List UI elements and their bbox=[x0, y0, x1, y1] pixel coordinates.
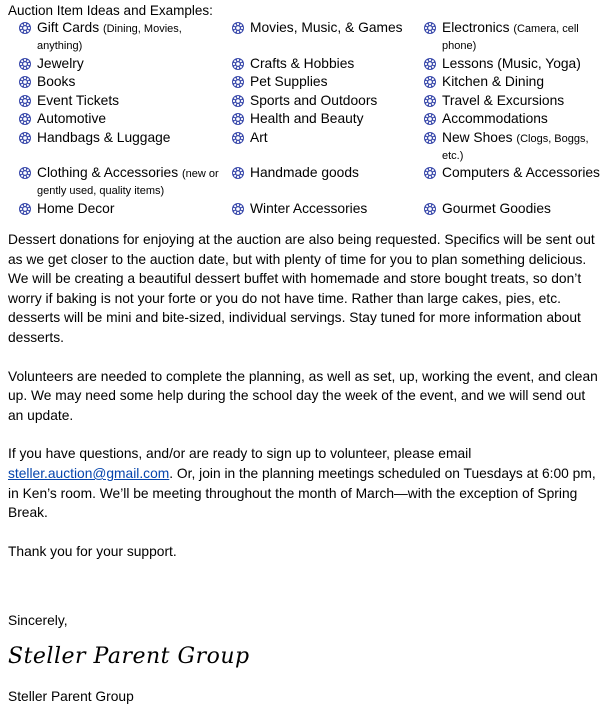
auction-item-label: Handmade goods bbox=[250, 165, 359, 180]
dessert-paragraph: Dessert donations for enjoying at the auction are also being requested. Specifics will be sent out as we get closer to the auction date, but with plenty of time for you to plan something delicious. We will be creating a beautiful dessert buffet with homemade and store bought treats, so don’t worry if baking is not your forte or you do not have time. Rather than large cakes, pies, etc. desserts will be mini and bite-sized, individual servings. Stay tuned for more information about desserts. bbox=[8, 232, 595, 345]
auction-item bbox=[221, 200, 413, 217]
auction-item bbox=[221, 92, 413, 109]
flower-bullet-icon bbox=[18, 166, 32, 180]
auction-item bbox=[8, 164, 221, 198]
auction-item-text bbox=[442, 92, 564, 109]
auction-item-text bbox=[250, 55, 354, 72]
volunteer-paragraph: Volunteers are needed to complete the planning, as well as set, up, working the event, and clean up. We may need some help during the school day the week of the event, and we will send out an update. bbox=[8, 368, 598, 423]
auction-item bbox=[8, 55, 221, 72]
handwritten-signature: Steller Parent Group bbox=[8, 643, 250, 669]
questions-paragraph bbox=[8, 444, 602, 522]
auction-item bbox=[413, 200, 602, 217]
auction-item bbox=[8, 73, 221, 90]
questions-text-before: If you have questions, and/or are ready to sign up to volunteer, please email bbox=[8, 446, 472, 462]
flower-bullet-icon bbox=[231, 75, 245, 89]
auction-item-text bbox=[37, 19, 221, 53]
flower-bullet-icon bbox=[231, 21, 245, 35]
auction-item bbox=[8, 129, 221, 163]
thanks-paragraph: Thank you for your support. bbox=[8, 543, 177, 559]
thanks-section bbox=[8, 542, 602, 562]
auction-item-text bbox=[250, 164, 359, 181]
document-page bbox=[8, 0, 602, 707]
flower-bullet-icon bbox=[18, 75, 32, 89]
auction-item-note: (new or gently used, quality items) bbox=[37, 168, 219, 197]
auction-heading: Auction Item Ideas and Examples: bbox=[8, 3, 213, 18]
flower-bullet-icon bbox=[18, 131, 32, 145]
auction-item bbox=[221, 129, 413, 163]
auction-item-text bbox=[37, 73, 75, 90]
auction-item-label: Winter Accessories bbox=[250, 200, 368, 216]
dessert-section bbox=[8, 230, 602, 348]
closing-section bbox=[8, 611, 602, 631]
auction-item-text bbox=[250, 129, 268, 146]
auction-item bbox=[221, 73, 413, 90]
flower-bullet-icon bbox=[423, 112, 437, 126]
flower-bullet-icon bbox=[18, 94, 32, 108]
auction-item bbox=[221, 110, 413, 127]
auction-item-label: Lessons (Music, Yoga) bbox=[442, 55, 581, 71]
auction-item-label: Automotive bbox=[37, 111, 107, 126]
auction-item-label: Event Tickets bbox=[37, 92, 120, 108]
flower-bullet-icon bbox=[423, 75, 437, 89]
auction-item-label: Movies, Music, & Games bbox=[250, 20, 403, 35]
auction-item bbox=[413, 73, 602, 90]
flower-bullet-icon bbox=[231, 166, 245, 180]
auction-item-label: Travel & Excursions bbox=[442, 92, 565, 108]
auction-item-grid bbox=[8, 19, 602, 218]
auction-item-label: Kitchen & Dining bbox=[442, 74, 545, 89]
auction-item-text bbox=[250, 110, 364, 127]
flower-bullet-icon bbox=[18, 57, 32, 71]
auction-item bbox=[413, 19, 602, 53]
auction-item bbox=[8, 92, 221, 109]
questions-section bbox=[8, 444, 602, 522]
signer-name: Steller Parent Group bbox=[8, 688, 134, 704]
auction-item bbox=[8, 110, 221, 127]
auction-item-text bbox=[250, 200, 367, 217]
auction-item-text bbox=[442, 73, 544, 90]
auction-item-text bbox=[37, 129, 170, 146]
auction-item-text bbox=[442, 19, 602, 53]
auction-item-text bbox=[250, 73, 327, 90]
flower-bullet-icon bbox=[423, 21, 437, 35]
auction-item bbox=[413, 129, 602, 163]
auction-item-text bbox=[37, 164, 221, 198]
auction-item bbox=[413, 164, 602, 198]
auction-item-text bbox=[37, 55, 84, 72]
auction-item bbox=[413, 92, 602, 109]
auction-item-label: Art bbox=[250, 129, 268, 145]
flower-bullet-icon bbox=[231, 112, 245, 126]
auction-item-label: Home Decor bbox=[37, 200, 115, 216]
auction-item-label: Health and Beauty bbox=[250, 111, 364, 126]
auction-item-label: Crafts & Hobbies bbox=[250, 55, 355, 71]
auction-item bbox=[413, 55, 602, 72]
auction-item bbox=[413, 110, 602, 127]
auction-item-label: Accommodations bbox=[442, 111, 548, 126]
auction-item-label: Books bbox=[37, 74, 76, 89]
email-link[interactable]: steller.auction@gmail.com bbox=[8, 465, 170, 481]
auction-item-label: Computers & Accessories bbox=[442, 165, 600, 180]
auction-item-text bbox=[442, 110, 548, 127]
auction-item-text bbox=[442, 200, 551, 217]
auction-item-label: New Shoes bbox=[442, 129, 513, 145]
auction-item-note: (Dining, Movies, anything) bbox=[37, 23, 182, 52]
auction-item-text bbox=[442, 129, 602, 163]
questions-text-after: . Or, join in the planning meetings scheduled on Tuesdays at 6:00 pm, in Ken’s room. We’ll be meeting throughout the month of March—with the exception of Spring Break. bbox=[8, 465, 596, 521]
auction-item-text bbox=[442, 164, 600, 181]
auction-item-label: Handbags & Luggage bbox=[37, 129, 171, 145]
flower-bullet-icon bbox=[18, 21, 32, 35]
auction-item-label: Gift Cards bbox=[37, 20, 100, 35]
auction-item-text bbox=[37, 110, 106, 127]
auction-item-label: Sports and Outdoors bbox=[250, 92, 378, 108]
flower-bullet-icon bbox=[423, 131, 437, 145]
auction-item bbox=[221, 19, 413, 53]
auction-item-label: Electronics bbox=[442, 20, 510, 35]
auction-item-text bbox=[37, 200, 114, 217]
volunteer-section bbox=[8, 367, 602, 426]
flower-bullet-icon bbox=[231, 94, 245, 108]
flower-bullet-icon bbox=[18, 112, 32, 126]
auction-item-note: (Camera, cell phone) bbox=[442, 23, 579, 52]
closing-text: Sincerely, bbox=[8, 613, 68, 629]
flower-bullet-icon bbox=[423, 94, 437, 108]
signature-section bbox=[8, 644, 602, 670]
auction-item-text bbox=[442, 55, 581, 72]
auction-item-note: (Clogs, Boggs, etc.) bbox=[442, 132, 589, 162]
flower-bullet-icon bbox=[231, 131, 245, 145]
flower-bullet-icon bbox=[423, 57, 437, 71]
flower-bullet-icon bbox=[231, 202, 245, 216]
auction-item-label: Jewelry bbox=[37, 55, 84, 71]
auction-item-label: Pet Supplies bbox=[250, 74, 328, 89]
auction-item bbox=[8, 19, 221, 53]
auction-item-label: Clothing & Accessories bbox=[37, 165, 179, 180]
auction-item bbox=[221, 55, 413, 72]
flower-bullet-icon bbox=[423, 202, 437, 216]
signer-section bbox=[8, 687, 602, 707]
auction-item-text bbox=[250, 19, 403, 36]
auction-item-label: Gourmet Goodies bbox=[442, 200, 551, 216]
auction-item-text bbox=[250, 92, 377, 109]
auction-item bbox=[221, 164, 413, 198]
flower-bullet-icon bbox=[423, 166, 437, 180]
flower-bullet-icon bbox=[231, 57, 245, 71]
flower-bullet-icon bbox=[18, 202, 32, 216]
auction-item-text bbox=[37, 92, 119, 109]
auction-item bbox=[8, 200, 221, 217]
